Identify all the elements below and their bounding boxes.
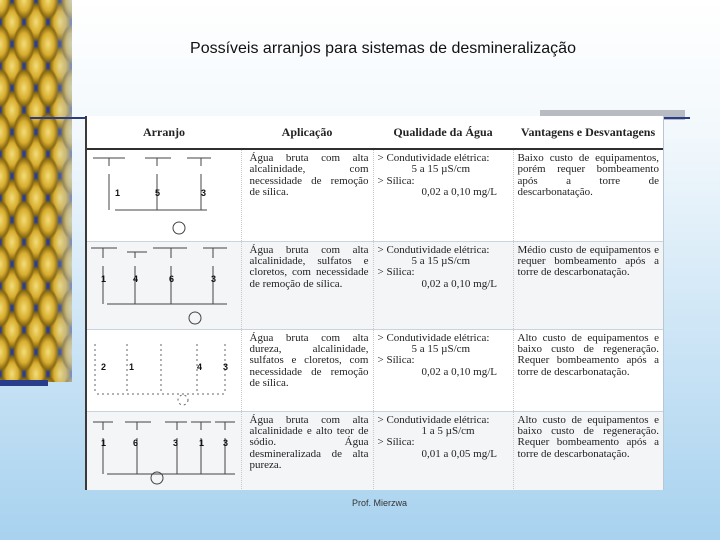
- diagram-number: 3: [211, 273, 217, 284]
- diagram-number: 6: [169, 273, 175, 284]
- diagram-number: 1: [129, 361, 135, 372]
- header-arranjo: Arranjo: [87, 116, 241, 149]
- table-header-row: [87, 116, 663, 149]
- arrangement-diagram: [87, 329, 241, 411]
- table-row: [87, 411, 663, 490]
- diagram-number: 5: [155, 188, 161, 198]
- water-quality: [373, 241, 513, 329]
- quality-silica-value: 0,02 a 0,10 mg/L: [421, 186, 497, 199]
- table-row: [87, 241, 663, 329]
- quality-conductivity-label: > Condutividade elétrica:: [377, 331, 490, 344]
- quality-silica-label: > Sílica:: [377, 174, 415, 187]
- header-vantagens: Vantagens e Desvantagens: [513, 116, 663, 149]
- diagram-number: 1: [101, 273, 107, 284]
- application-text: Água bruta com alta alcalinidade e alto teor de sódio. Água desmineralizada de alta pureza.: [241, 411, 373, 490]
- arrangements-table: [85, 116, 664, 490]
- quality-silica-label: > Sílica:: [377, 354, 415, 367]
- diagram-number: 1: [101, 437, 107, 448]
- header-qualidade: Qualidade da Água: [373, 116, 513, 149]
- quality-silica-value: 0,01 a 0,05 mg/L: [421, 447, 497, 460]
- quality-conductivity-value: 1 a 5 µS/cm: [421, 424, 475, 437]
- table-row: [87, 149, 663, 241]
- water-quality: [373, 411, 513, 490]
- advantages-text: Baixo custo de equipamentos, porém requer bombeamento após a torre de descarbonatação.: [513, 149, 663, 241]
- diagram-number: 4: [197, 361, 203, 372]
- quality-conductivity-value: 5 a 15 µS/cm: [411, 163, 471, 176]
- diagram-number: 6: [133, 437, 139, 448]
- water-quality: [373, 329, 513, 411]
- quality-conductivity-label: > Condutividade elétrica:: [377, 152, 490, 164]
- advantages-text: Médio custo de equipamentos e requer bombeamento após a torre de descarbonatação.: [513, 241, 663, 329]
- diagram-number: 3: [173, 437, 179, 448]
- quality-silica-value: 0,02 a 0,10 mg/L: [421, 365, 497, 378]
- arrangement-diagram: [87, 241, 241, 329]
- quality-silica-value: 0,02 a 0,10 mg/L: [421, 277, 497, 290]
- quality-conductivity-value: 5 a 15 µS/cm: [411, 342, 471, 355]
- application-text: Água bruta com alta alcalinidade, com necessidade de remoção de sílica.: [241, 149, 373, 241]
- quality-conductivity-label: > Condutividade elétrica:: [377, 413, 490, 426]
- diagram-number: 1: [115, 188, 121, 198]
- quality-conductivity-value: 5 a 15 µS/cm: [411, 254, 471, 267]
- advantages-text: Alto custo de equipamentos e baixo custo de regeneração. Requer bombeamento após a torre de descarbonatação.: [513, 411, 663, 490]
- application-text: Água bruta com alta dureza, alcalinidade, sulfatos e cloretos, com necessidade de remoção de sílica.: [241, 329, 373, 411]
- diagram-number: 3: [223, 361, 229, 372]
- application-text: Água bruta com alta alcalinidade, sulfatos e cloretos, com necessidade de remoção de sílica.: [241, 241, 373, 329]
- decor-bar: [0, 380, 48, 386]
- arrangement-diagram: [87, 411, 241, 490]
- slide-title: Possíveis arranjos para sistemas de desmineralização: [190, 40, 576, 57]
- diagram-number: 1: [199, 437, 205, 448]
- advantages-text: Alto custo de equipamentos e baixo custo de regeneração. Requer bombeamento após a torre de descarbonatação.: [513, 329, 663, 411]
- table-row: [87, 329, 663, 411]
- quality-conductivity-label: > Condutividade elétrica:: [377, 243, 490, 256]
- diagram-number: 4: [133, 273, 139, 284]
- quality-silica-label: > Sílica:: [377, 266, 415, 279]
- diagram-number: 2: [101, 361, 107, 372]
- footer-author: Prof. Mierzwa: [352, 498, 408, 508]
- diagram-number: 3: [201, 188, 207, 198]
- diagram-number: 3: [223, 437, 229, 448]
- header-aplicacao: Aplicação: [241, 116, 373, 149]
- quality-silica-label: > Sílica:: [377, 436, 415, 449]
- water-quality: [373, 149, 513, 241]
- arrangement-diagram: [87, 149, 241, 241]
